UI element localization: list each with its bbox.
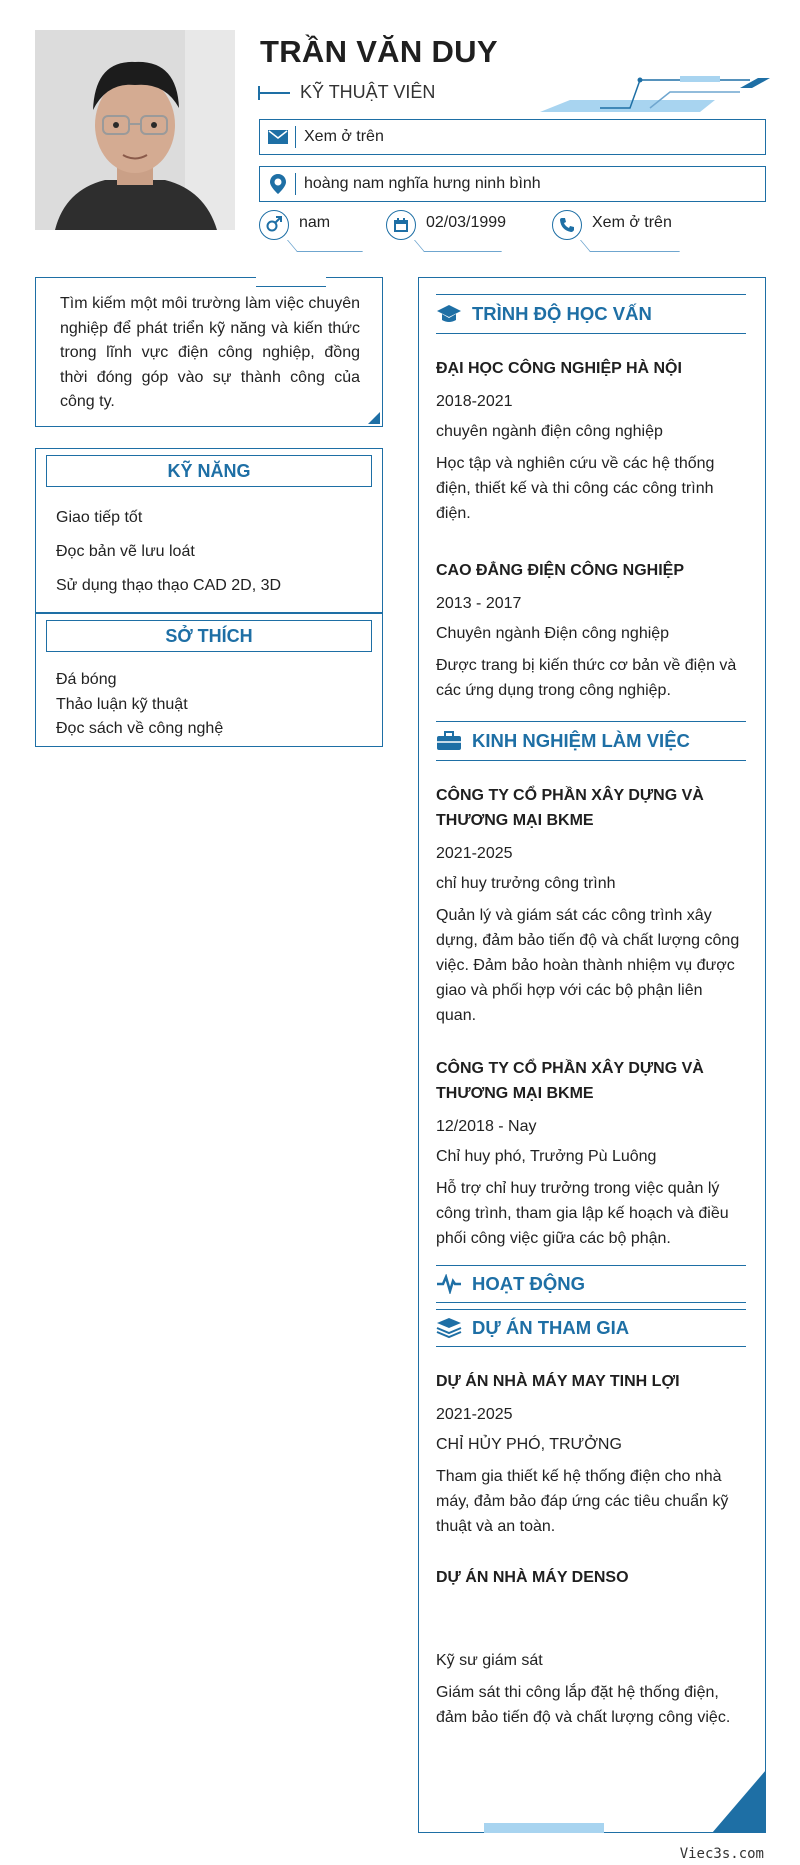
entry-desc: Quản lý và giám sát các công trình xây dựng, đảm bảo tiến độ và chất lượng công việc. Đảm bảo hoàn thành nhiệm vụ được giao và phối hợp với các bộ phận liên quan. <box>436 907 740 1024</box>
phone-item <box>552 210 672 240</box>
education-title: TRÌNH ĐỘ HỌC VẤN <box>472 303 652 324</box>
activities-heading <box>436 1265 746 1303</box>
right-column <box>436 294 746 1730</box>
hobbies-section <box>35 613 383 747</box>
job-title: KỸ THUẬT VIÊN <box>300 82 436 102</box>
envelope-icon <box>260 126 296 148</box>
entry-org: CAO ĐẲNG ĐIỆN CÔNG NGHIỆP <box>436 562 685 579</box>
profile-photo <box>35 30 235 230</box>
address-value: hoàng nam nghĩa hưng ninh bình <box>304 175 541 192</box>
list-item: Đọc bản vẽ lưu loát <box>56 543 195 560</box>
entry-desc: Tham gia thiết kế hệ thống điện cho nhà máy, đảm bảo đáp ứng các tiêu chuẩn kỹ thuật và an toàn. <box>436 1468 729 1535</box>
circuit-decoration <box>540 70 770 115</box>
candidate-name: TRẦN VĂN DUY <box>260 34 498 69</box>
entry-role: chỉ huy trưởng công trình <box>436 875 616 892</box>
entry-role: Chuyên ngành Điện công nghiệp <box>436 625 670 642</box>
entry-role: Chỉ huy phó, Trưởng Pù Luông <box>436 1148 657 1165</box>
entry-org: ĐẠI HỌC CÔNG NGHIỆP HÀ NỘI <box>436 360 682 377</box>
phone-icon <box>552 210 582 240</box>
pulse-icon <box>436 1274 464 1294</box>
email-field <box>259 119 766 155</box>
entry-date: 2021-2025 <box>436 1406 513 1423</box>
calendar-icon <box>386 210 416 240</box>
entry-org: CÔNG TY CỔ PHẦN XÂY DỰNG VÀ THƯƠNG MẠI BKME <box>436 1060 704 1102</box>
objective-box <box>35 277 383 427</box>
gender-underline <box>287 240 363 252</box>
list-item: Thảo luận kỹ thuật <box>56 695 188 713</box>
dob-value: 02/03/1999 <box>426 214 507 231</box>
activities-title: HOẠT ĐỘNG <box>472 1273 586 1294</box>
education-entry <box>436 356 746 526</box>
bottom-bar-decoration <box>484 1823 604 1833</box>
skills-heading: KỸ NĂNG <box>46 455 372 487</box>
graduation-cap-icon <box>436 304 464 324</box>
gender-value: nam <box>299 214 331 231</box>
experience-title: KINH NGHIỆM LÀM VIỆC <box>472 730 690 751</box>
gender-item <box>259 210 330 240</box>
objective-notch-decoration <box>256 277 326 287</box>
entry-desc: Hỗ trợ chỉ huy trưởng trong việc quản lý công trình, tham gia lập kế hoạch và điều phối công việc giữa các bộ phận. <box>436 1180 729 1247</box>
briefcase-icon <box>436 731 464 751</box>
email-value: Xem ở trên <box>304 128 384 145</box>
education-heading <box>436 294 746 334</box>
entry-org: CÔNG TY CỔ PHẦN XÂY DỰNG VÀ THƯƠNG MẠI BKME <box>436 787 704 829</box>
address-field <box>259 166 766 202</box>
watermark: Viec3s.com <box>679 1846 764 1862</box>
entry-org: DỰ ÁN NHÀ MÁY MAY TINH LỢI <box>436 1373 680 1390</box>
gender-icon <box>259 210 289 240</box>
title-line-decoration <box>258 92 290 94</box>
experience-entry <box>436 783 746 1028</box>
projects-title: DỰ ÁN THAM GIA <box>472 1317 630 1338</box>
projects-heading <box>436 1309 746 1347</box>
entry-role: chuyên ngành điện công nghiệp <box>436 423 663 440</box>
entry-role: CHỈ HỦY PHÓ, TRƯỞNG <box>436 1436 622 1453</box>
dob-underline <box>414 240 502 252</box>
objective-text: Tìm kiếm một môi trường làm việc chuyên nghiệp để phát triển kỹ năng và kiến thức trong lĩnh vực điện công nghiệp, đồng thời đóng góp vào sự thành công của công ty. <box>60 295 360 410</box>
phone-value: Xem ở trên <box>592 214 672 231</box>
entry-date: 2018-2021 <box>436 393 513 410</box>
hobbies-list <box>36 652 382 742</box>
corner-decoration <box>368 412 380 424</box>
dob-item <box>386 210 506 240</box>
phone-underline <box>580 240 680 252</box>
list-item: Giao tiếp tốt <box>56 509 143 526</box>
entry-date: 2021-2025 <box>436 845 513 862</box>
location-pin-icon <box>260 173 296 195</box>
entry-desc: Được trang bị kiến thức cơ bản về điện và các ứng dụng trong công nghiệp. <box>436 657 737 699</box>
list-item: Đá bóng <box>56 671 117 688</box>
entry-org: DỰ ÁN NHÀ MÁY DENSO <box>436 1569 629 1586</box>
entry-date: 12/2018 - Nay <box>436 1118 537 1135</box>
skills-list <box>36 487 382 603</box>
list-item: Sử dụng thạo thạo CAD 2D, 3D <box>56 577 282 594</box>
project-entry <box>436 1565 746 1730</box>
entry-desc: Học tập và nghiên cứu về các hệ thống điện, thiết kế và thi công các công trình điện. <box>436 455 715 522</box>
hobbies-heading: SỞ THÍCH <box>46 620 372 652</box>
project-entry <box>436 1369 746 1539</box>
entry-role: Kỹ sư giám sát <box>436 1652 543 1669</box>
education-entry <box>436 558 746 703</box>
layers-icon <box>436 1317 464 1339</box>
job-title-row <box>258 82 435 103</box>
entry-date <box>436 1622 746 1640</box>
entry-date: 2013 - 2017 <box>436 595 522 612</box>
list-item: Đọc sách về công nghệ <box>56 720 224 737</box>
experience-heading <box>436 721 746 761</box>
entry-desc: Giám sát thi công lắp đặt hệ thống điện, đảm bảo tiến độ và chất lượng công việc. <box>436 1684 731 1726</box>
experience-entry <box>436 1056 746 1251</box>
skills-section <box>35 448 383 613</box>
